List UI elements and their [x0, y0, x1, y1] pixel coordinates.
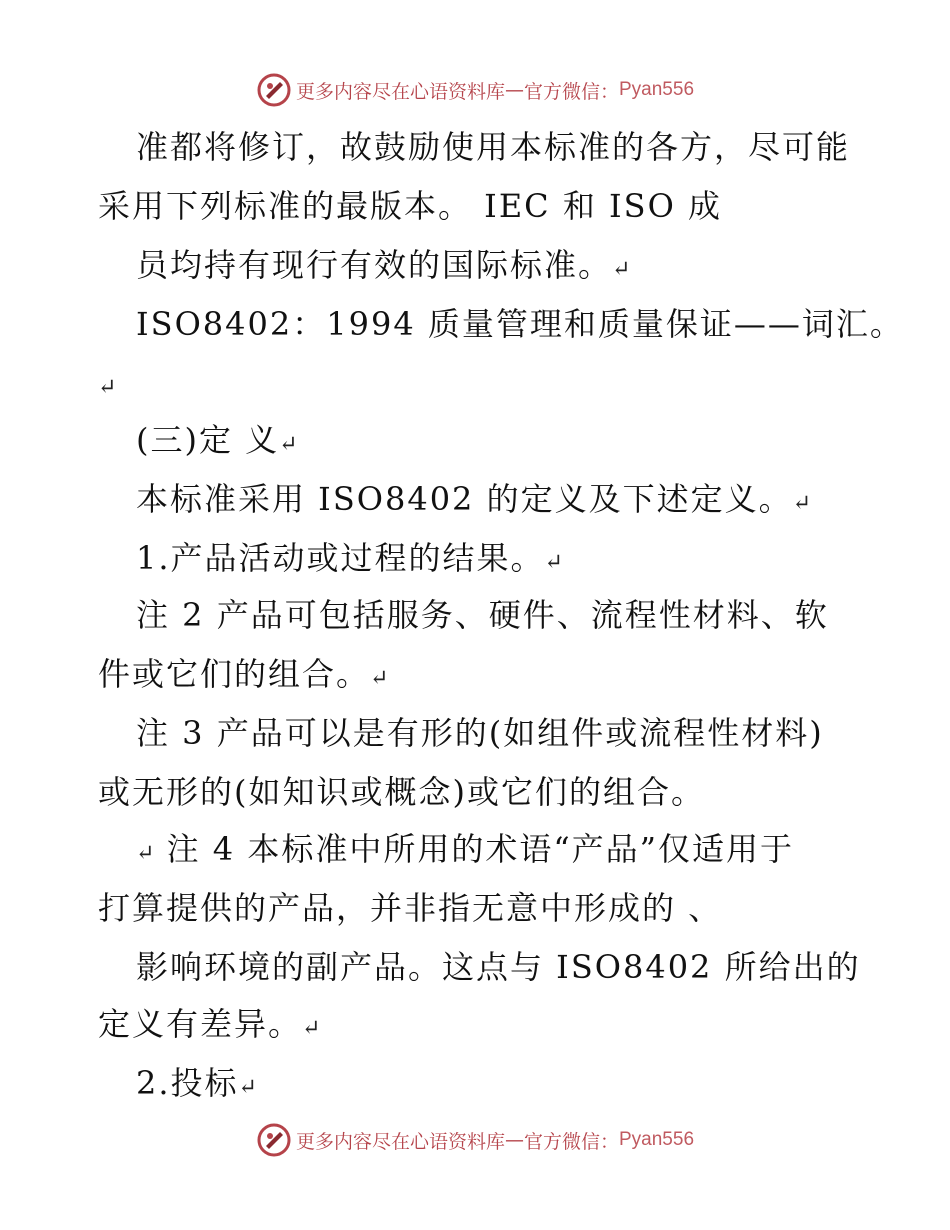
banner-text: 更多内容尽在心语资料库	[295, 80, 505, 103]
text-line: 采用下列标准的最版本。 IEC 和 ISO 成	[98, 187, 722, 225]
banner-wechat-label: 官方微信：	[523, 1130, 619, 1153]
paragraph-mark: ↵	[136, 841, 155, 866]
text-line: 定义有差异。↵	[98, 1005, 321, 1043]
paragraph-mark: ↵	[792, 491, 812, 516]
section-heading: (三)定 义↵	[136, 421, 298, 459]
text-line: ISO8402：1994 质量管理和质量保证——词汇。	[136, 305, 904, 343]
banner-separator: —	[504, 1129, 524, 1151]
text-line: 或无形的(如知识或概念)或它们的组合。	[98, 773, 705, 811]
text-line: 员均持有现行有效的国际标准。↵	[136, 246, 631, 284]
text-line: 注 3 产品可以是有形的(如组件或流程性材料)	[136, 714, 824, 752]
banner-wechat-label: 官方微信：	[523, 80, 619, 103]
text-line: 影响环境的副产品。这点与 ISO8402 所给出的	[136, 948, 861, 986]
banner-separator: —	[504, 79, 524, 101]
paragraph-mark: ↵	[544, 550, 563, 575]
text-line	[98, 363, 116, 408]
text-line: 准都将修订，故鼓励使用本标准的各方，尽可能	[136, 128, 851, 166]
paragraph-mark: ↵	[302, 1016, 321, 1041]
banner-text: 更多内容尽在心语资料库	[295, 1130, 505, 1153]
header-banner	[0, 70, 950, 110]
logo-icon	[256, 1122, 292, 1158]
paragraph-mark: ↵	[98, 375, 117, 400]
banner-wechat-id: Pyan556	[619, 1129, 695, 1150]
text-line: ↵ 注 4 本标准中所用的术语“产品”仅适用于	[136, 830, 795, 868]
text-line: 件或它们的组合。↵	[98, 655, 389, 693]
paragraph-mark: ↵	[279, 432, 298, 457]
logo-icon	[256, 72, 292, 108]
text-line: 2.投标↵	[136, 1064, 257, 1102]
paragraph-mark: ↵	[370, 666, 389, 691]
text-line: 打算提供的产品，并非指无意中形成的 、	[98, 889, 723, 927]
text-line: 1.产品活动或过程的结果。↵	[136, 539, 563, 577]
paragraph-mark: ↵	[612, 257, 631, 282]
text-line: 本标准采用 ISO8402 的定义及下述定义。↵	[136, 480, 812, 518]
paragraph-mark: ↵	[238, 1075, 257, 1100]
footer-banner	[0, 1120, 950, 1160]
text-line: 注 2 产品可包括服务、硬件、流程性材料、软	[136, 596, 829, 634]
banner-wechat-id: Pyan556	[619, 79, 695, 100]
